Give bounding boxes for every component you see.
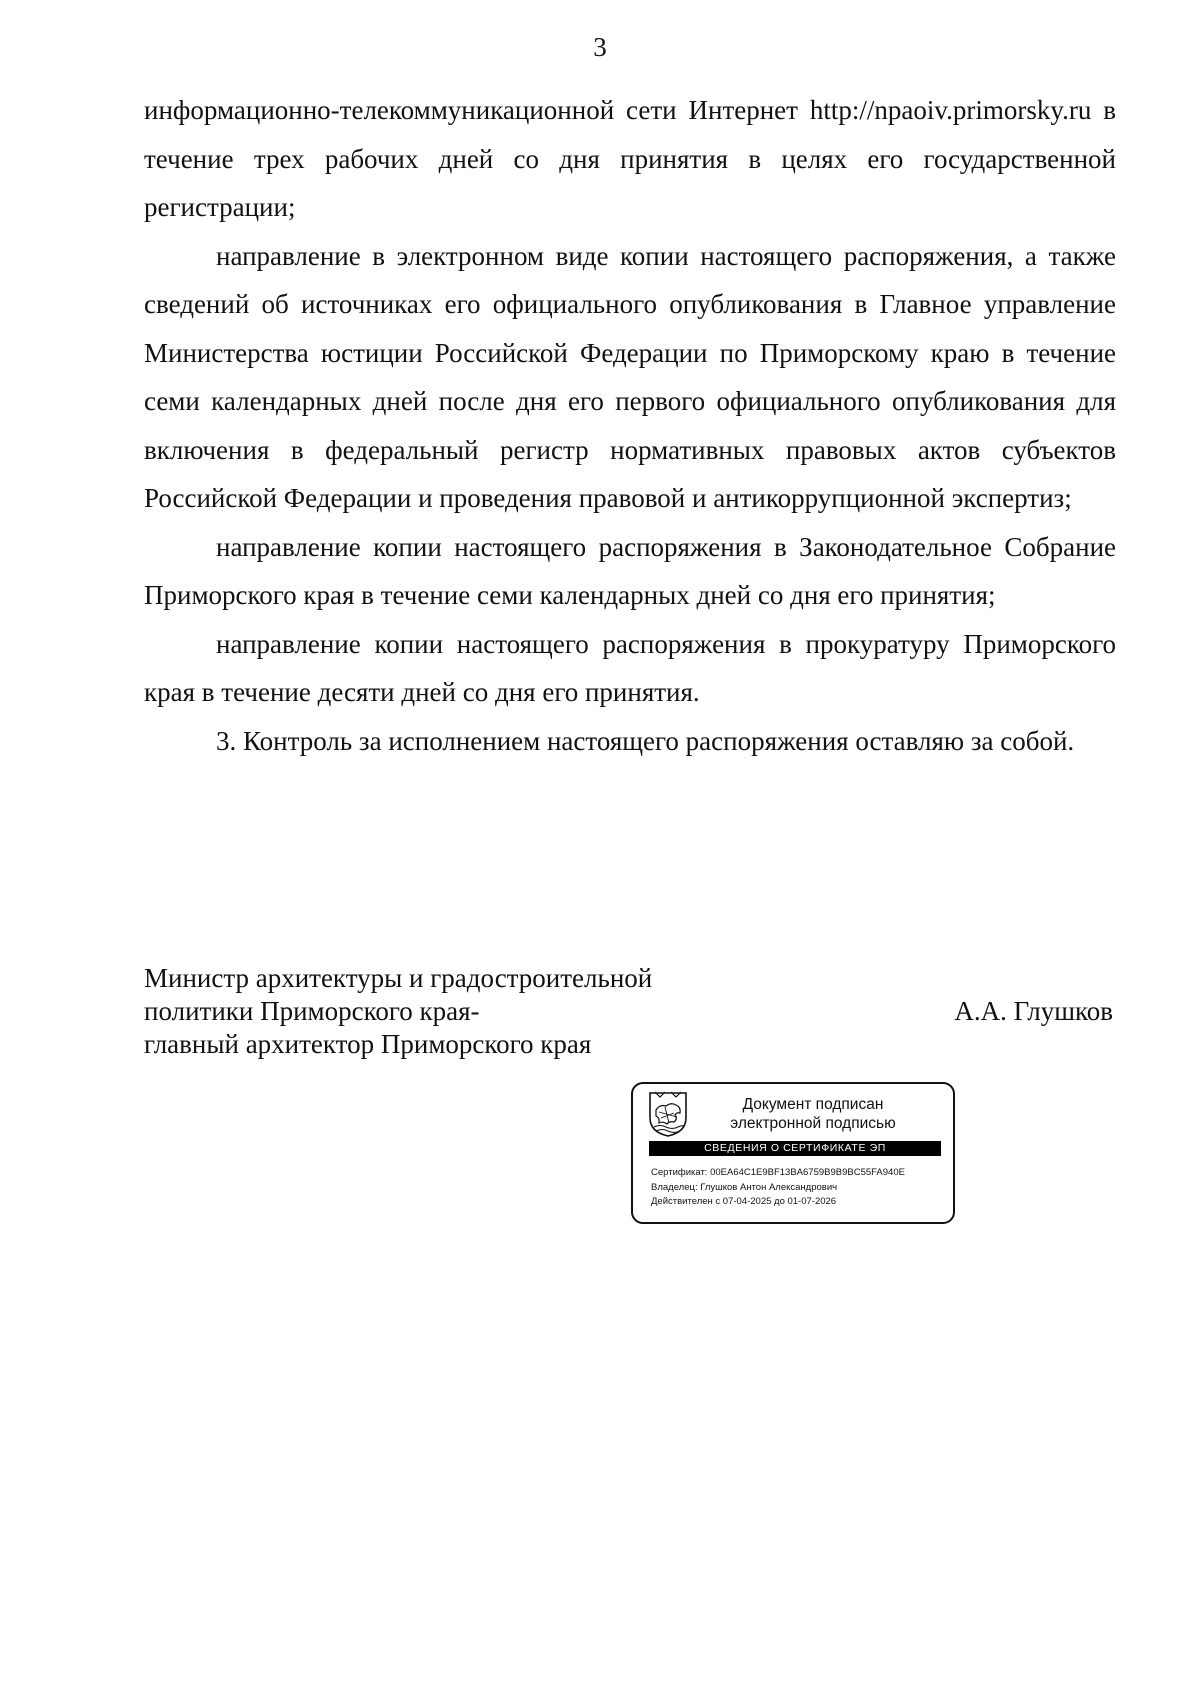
signature-block bbox=[144, 962, 1116, 1061]
signer-position-line: Министр архитектуры и градостроительной bbox=[144, 963, 653, 993]
page-number: 3 bbox=[593, 32, 607, 62]
stamp-title-line: Документ подписан bbox=[742, 1096, 884, 1113]
document-body bbox=[144, 86, 1116, 765]
paragraph-control-clause: 3. Контроль за исполнением настоящего распоряжения оставляю за собой. bbox=[216, 725, 1075, 756]
paragraph-legislative-assembly: направление копии настоящего распоряжения в Законодательное Собрание Приморского края в течение семи календарных дней со дня его принятия; bbox=[144, 531, 1116, 610]
stamp-title bbox=[693, 1095, 933, 1133]
coat-of-arms-icon bbox=[647, 1090, 689, 1138]
certificate-number: Сертификат: 00EA64C1E9BF13BA6759B9B9BC55FA940E bbox=[651, 1167, 905, 1178]
certificate-owner: Владелец: Глушков Антон Александрович bbox=[651, 1181, 838, 1193]
certificate-validity: Действителен с 07-04-2025 до 01-07-2026 bbox=[651, 1196, 837, 1207]
certificate-details bbox=[651, 1166, 949, 1210]
signer-position-line: главный архитектор Приморского края bbox=[144, 1029, 592, 1059]
stamp-title-line: электронной подписью bbox=[730, 1115, 896, 1132]
paragraph-continuation: информационно-телекоммуникационной сети Интернет http://npaoiv.primorsky.ru в течение трех рабочих дней со дня принятия в целях его государственной регистрации; bbox=[144, 95, 1116, 222]
signer-position-line: политики Приморского края- bbox=[144, 996, 480, 1026]
certificate-info-bar: СВЕДЕНИЯ О СЕРТИФИКАТЕ ЭП bbox=[649, 1141, 941, 1156]
paragraph-prosecutor: направление копии настоящего распоряжения в прокуратуру Приморского края в течение десяти дней со дня его принятия. bbox=[144, 628, 1116, 707]
paragraph-ministry-justice: направление в электронном виде копии настоящего распоряжения, а также сведений об источниках его официального опубликования в Главное управление Министерства юстиции Российской Федерации по Приморскому краю в течение семи календарных дней после дня его первого официального опубликования для включения в федеральный регистр нормативных правовых актов субъектов Российской Федерации и проведения правовой и антикоррупционной экспертиз; bbox=[144, 240, 1116, 513]
signer-name: А.А. Глушков bbox=[954, 996, 1113, 1026]
electronic-signature-stamp bbox=[631, 1082, 955, 1224]
